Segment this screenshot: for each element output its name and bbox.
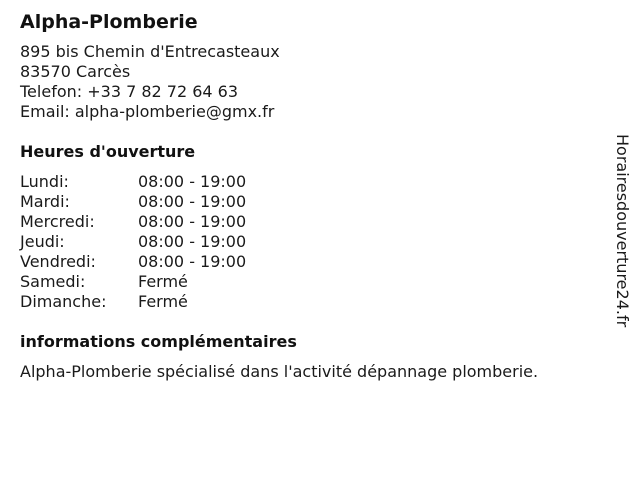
additional-info-text: Alpha-Plomberie spécialisé dans l'activité dépannage plomberie. xyxy=(20,362,539,381)
additional-info-title: informations complémentaires xyxy=(20,332,297,351)
hours-row-friday xyxy=(20,252,610,272)
day-label: Lundi: xyxy=(20,172,69,191)
address-line-2: 83570 Carcès xyxy=(20,62,131,81)
address-line-1: 895 bis Chemin d'Entrecasteaux xyxy=(20,42,280,61)
day-label: Mercredi: xyxy=(20,212,95,231)
opening-hours-table xyxy=(20,172,610,312)
day-label: Samedi: xyxy=(20,272,86,291)
hours-row-saturday xyxy=(20,272,610,292)
day-hours: 08:00 - 19:00 xyxy=(138,172,247,191)
day-hours: Fermé xyxy=(138,272,188,291)
business-card xyxy=(20,10,610,382)
day-hours: 08:00 - 19:00 xyxy=(138,252,247,271)
day-hours: 08:00 - 19:00 xyxy=(138,232,247,251)
phone-line: Telefon: +33 7 82 72 64 63 xyxy=(20,82,239,101)
hours-row-wednesday xyxy=(20,212,610,232)
day-label: Dimanche: xyxy=(20,292,107,311)
day-hours: 08:00 - 19:00 xyxy=(138,192,247,211)
day-label: Mardi: xyxy=(20,192,70,211)
day-label: Jeudi: xyxy=(20,232,65,251)
day-hours: 08:00 - 19:00 xyxy=(138,212,247,231)
contact-block xyxy=(20,42,610,122)
business-name: Alpha-Plomberie xyxy=(20,11,198,33)
email-line: Email: alpha-plomberie@gmx.fr xyxy=(20,102,275,121)
opening-hours-title: Heures d'ouverture xyxy=(20,142,196,161)
hours-row-sunday xyxy=(20,292,610,312)
hours-row-monday xyxy=(20,172,610,192)
hours-row-tuesday xyxy=(20,192,610,212)
day-hours: Fermé xyxy=(138,292,188,311)
day-label: Vendredi: xyxy=(20,252,96,271)
site-brand-vertical: Horairesdouverture24.fr xyxy=(613,134,632,328)
hours-row-thursday xyxy=(20,232,610,252)
